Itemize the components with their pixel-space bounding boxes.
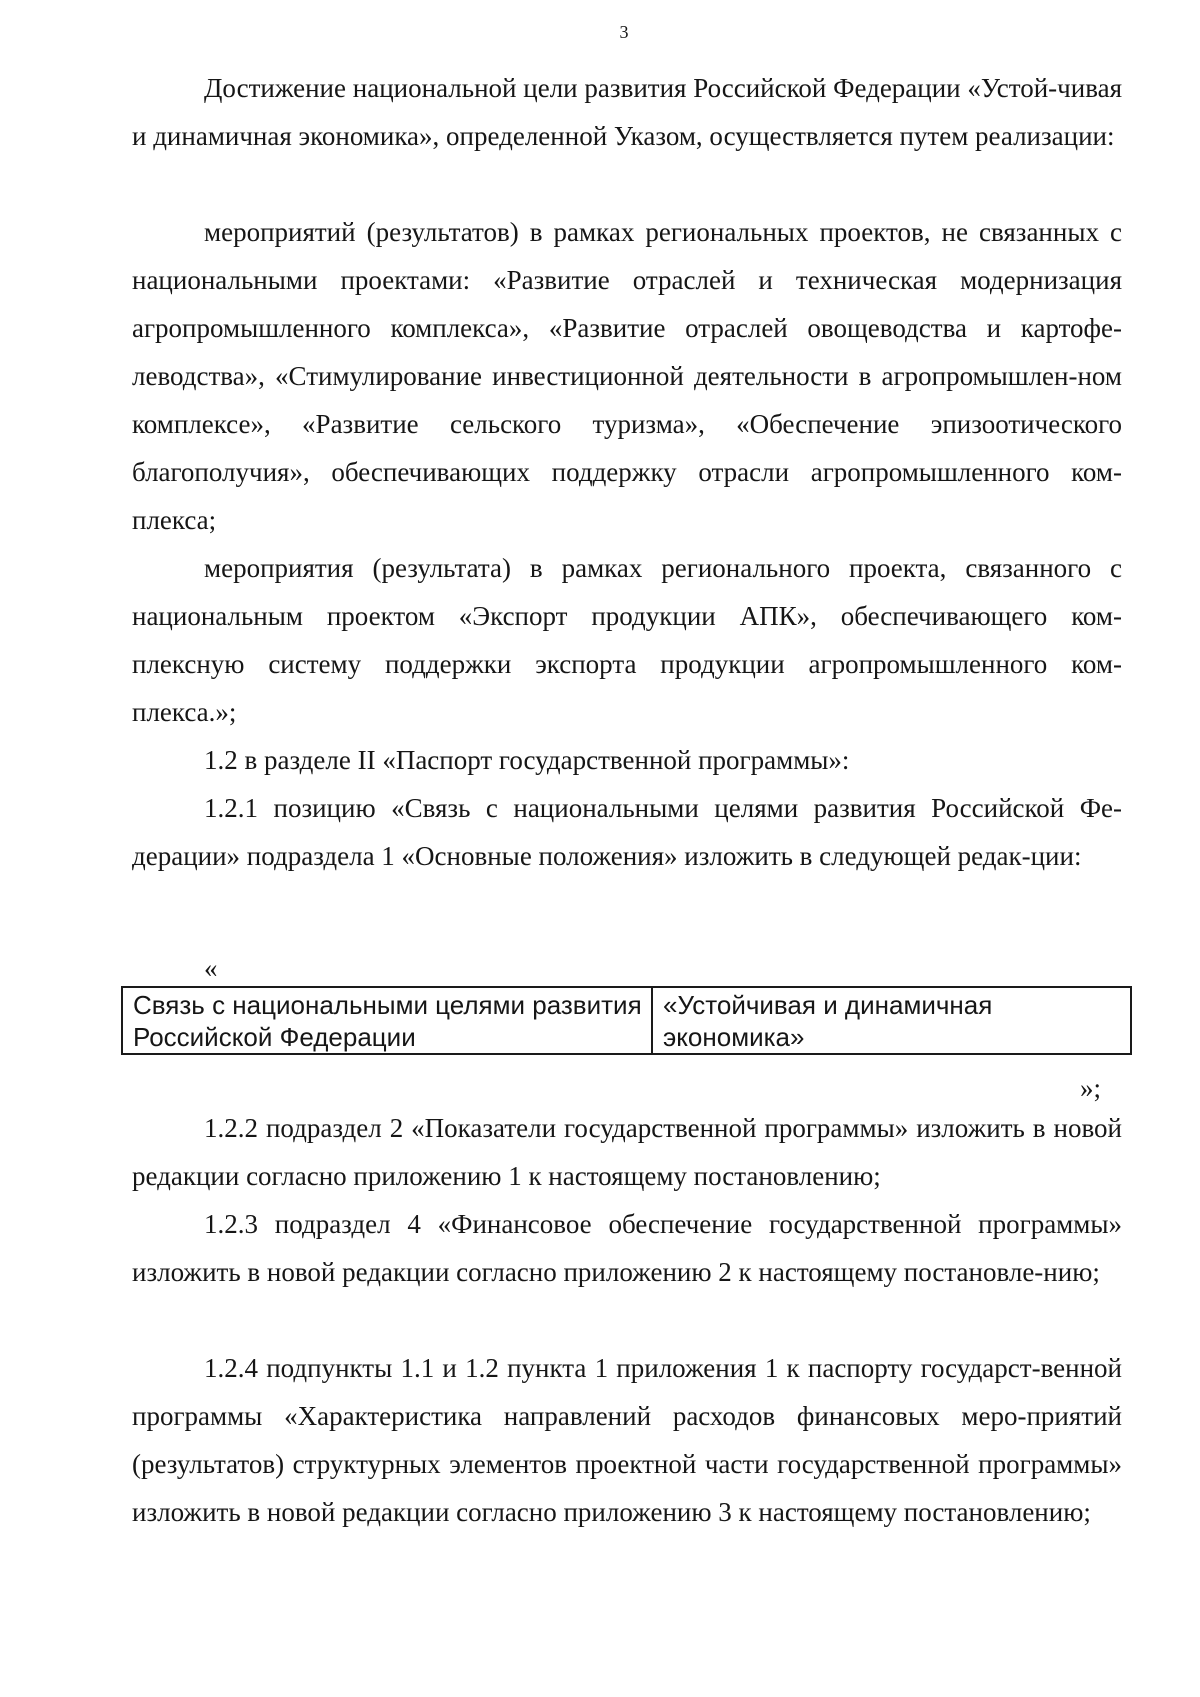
table-label-cell: Связь с национальными целями развития Российской Федерации: [122, 987, 652, 1054]
paragraph-item-1-2-1: 1.2.1 позицию «Связь с национальными целями развития Российской Фе-дерации» подраздела 1 «Основные положения» изложить в следующей редак-ции:: [132, 793, 1122, 871]
table-row: [122, 987, 1131, 1054]
quote-open-mark: «: [204, 953, 218, 983]
paragraph-export-project: мероприятия (результата) в рамках регионального проекта, связанного с национальным проектом «Экспорт продукции АПК», обеспечивающего ком-плексную систему поддержки экспорта продукции агропромышленного ком-плекса.»;: [132, 553, 1122, 727]
table-value-cell: «Устойчивая и динамичная экономика»: [652, 987, 1131, 1054]
paragraph-item-1-2-4: 1.2.4 подпункты 1.1 и 1.2 пункта 1 приложения 1 к паспорту государст-венной программы «Характеристика направлений расходов финансовых меро-приятий (результатов) структурных элементов проектной части государственной программы» изложить в новой редакции согласно приложению 3 к настоящему постановлению;: [132, 1353, 1122, 1527]
paragraph-regional-projects: мероприятий (результатов) в рамках региональных проектов, не связанных с национальными проектами: «Развитие отраслей и техническая модернизация агропромышленного комплекса», «Развитие отраслей овощеводства и картофе-леводства», «Стимулирование инвестиционной деятельности в агропромышлен-ном комплексе», «Развитие сельского туризма», «Обеспечение эпизоотического благополучия», обеспечивающих поддержку отрасли агропромышленного ком-плекса;: [132, 217, 1122, 535]
national-goals-table: [121, 986, 1132, 1055]
paragraph-section-ii: 1.2 в разделе II «Паспорт государственной программы»:: [204, 745, 850, 775]
paragraph-item-1-2-3: 1.2.3 подраздел 4 «Финансовое обеспечение государственной программы» изложить в новой редакции согласно приложению 2 к настоящему постановле-нию;: [132, 1209, 1122, 1287]
paragraph-national-goal: Достижение национальной цели развития Российской Федерации «Устой-чивая и динамичная экономика», определенной Указом, осуществляется путем реализации:: [132, 73, 1122, 151]
quote-close-mark: »;: [1080, 1073, 1102, 1103]
paragraph-item-1-2-2: 1.2.2 подраздел 2 «Показатели государственной программы» изложить в новой редакции согласно приложению 1 к настоящему постановлению;: [132, 1113, 1122, 1191]
page-number: 3: [619, 22, 629, 42]
